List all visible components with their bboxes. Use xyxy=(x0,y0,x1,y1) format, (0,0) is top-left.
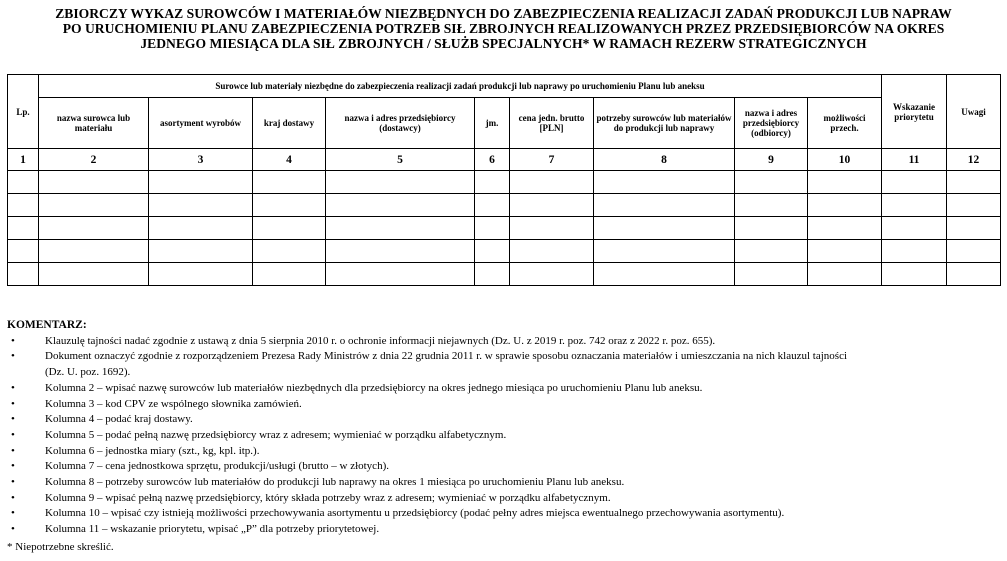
bullet-icon: • xyxy=(11,428,15,441)
list-item: • Kolumna 6 – jednostka miary (szt., kg, kpl. itp.). xyxy=(7,444,1002,460)
list-item: • Kolumna 8 – potrzeby surowców lub materiałów do produkcji lub naprawy na okres 1 miesiąca po uruchomieniu Planu lub aneksu. xyxy=(7,475,1002,491)
bullet-icon: • xyxy=(11,507,15,520)
table-row xyxy=(8,263,1001,286)
bullet-icon: • xyxy=(11,523,15,536)
table-row xyxy=(8,171,1001,194)
table-row xyxy=(8,217,1001,240)
col-number: 1 xyxy=(8,149,39,171)
list-item: • Kolumna 9 – wpisać pełną nazwę przedsiębiorcy, który składa potrzeby wraz z adresem; wymieniać w porządku alfabetycznym. xyxy=(7,491,1002,507)
bullet-icon: • xyxy=(11,334,15,347)
list-item: • Kolumna 4 – podać kraj dostawy. xyxy=(7,412,1002,428)
header-col-5: nazwa i adres przedsiębiorcy (dostawcy) xyxy=(326,98,475,149)
footnote: * Niepotrzebne skreślić. xyxy=(7,540,114,553)
col-number: 11 xyxy=(882,149,947,171)
col-number: 2 xyxy=(39,149,149,171)
list-item: • Dokument oznaczyć zgodnie z rozporządzeniem Prezesa Rady Ministrów z dnia 22 grudnia 2011 r. w sprawie sposobu oznaczania materiałów i umieszczania na nich klauzul tajności (Dz. U. poz. 1692). xyxy=(11,350,848,379)
bullet-icon: • xyxy=(11,491,15,504)
list-item: • Klauzulę tajności nadać zgodnie z ustawą z dnia 5 sierpnia 2010 r. o ochronie informacji niejawnych (Dz. U. z 2019 r. poz. 742 oraz z 2022 r. poz. 655). xyxy=(7,334,1002,350)
header-col-3: asortyment wyrobów xyxy=(149,98,253,149)
col-number: 9 xyxy=(735,149,808,171)
table-row xyxy=(8,194,1001,217)
list-item: • Kolumna 10 – wpisać czy istnieją możliwości przechowywania asortymentu u przedsiębiorcy (podać pełny adres miejsca ewentualnego przechowywania asortymentu). xyxy=(7,506,1002,522)
header-uwagi: Uwagi xyxy=(947,75,1001,149)
list-item: • Kolumna 5 – podać pełną nazwę przedsiębiorcy wraz z adresem; wymieniać w porządku alfabetycznym. xyxy=(7,428,1002,444)
column-numbers-row xyxy=(8,149,1001,171)
title-line-1: ZBIORCZY WYKAZ SUROWCÓW I MATERIAŁÓW NIEZBĘDNYCH DO ZABEZPIECZENIA REALIZACJI ZADAŃ PRODUKCJI LUB NAPRAW xyxy=(55,6,952,21)
header-group: Surowce lub materiały niezbędne do zabezpieczenia realizacji zadań produkcji lub naprawy po uruchomieniu Planu lub aneksu xyxy=(39,75,882,98)
col-number: 5 xyxy=(326,149,475,171)
bullet-icon: • xyxy=(11,444,15,457)
list-item: • Kolumna 2 – wpisać nazwę surowców lub materiałów niezbędnych dla przedsiębiorcy na okres jednego miesiąca po uruchomieniu Planu lub aneksu. xyxy=(7,381,1002,397)
bullet-icon: • xyxy=(11,381,15,394)
bullet-icon: • xyxy=(11,476,15,489)
col-number: 4 xyxy=(253,149,326,171)
header-col-4: kraj dostawy xyxy=(253,98,326,149)
col-number: 6 xyxy=(475,149,510,171)
list-item: • Kolumna 7 – cena jednostkowa sprzętu, produkcji/usługi (brutto – w złotych). xyxy=(7,459,1002,475)
header-col-7: cena jedn. brutto [PLN] xyxy=(510,98,594,149)
header-col-2: nazwa surowca lub materiału xyxy=(39,98,149,149)
header-col-6: jm. xyxy=(475,98,510,149)
title-line-2: PO URUCHOMIENIU PLANU ZABEZPIECZENIA POTRZEB SIŁ ZBROJNYCH REALIZOWANYCH PRZEZ PRZEDSIĘBIORCÓW NA OKRES xyxy=(62,21,945,36)
list-item: • Kolumna 11 – wskazanie priorytetu, wpisać „P” dla potrzeby priorytetowej. xyxy=(7,522,1002,538)
title-line-3: JEDNEGO MIESIĄCA DLA SIŁ ZBROJNYCH / SŁUŻB SPECJALNYCH* W RAMACH REZERW STRATEGICZNYCH xyxy=(140,36,867,51)
materials-table xyxy=(7,74,1001,286)
bullet-icon: • xyxy=(11,350,15,363)
comments-header: KOMENTARZ: xyxy=(7,319,87,331)
header-lp: Lp. xyxy=(8,75,39,149)
header-col-8: potrzeby surowców lub materiałów do produkcji lub naprawy xyxy=(594,98,735,149)
col-number: 3 xyxy=(149,149,253,171)
document-title xyxy=(0,6,1007,51)
col-number: 12 xyxy=(947,149,1001,171)
header-wskazanie: Wskazanie priorytetu xyxy=(882,75,947,149)
bullet-icon: • xyxy=(11,397,15,410)
bullet-icon: • xyxy=(11,413,15,426)
list-item: • Kolumna 3 – kod CPV ze wspólnego słownika zamówień. xyxy=(7,397,1002,413)
comments-section xyxy=(7,318,1002,556)
header-col-9: nazwa i adres przedsiębiorcy (odbiorcy) xyxy=(735,98,808,149)
col-number: 10 xyxy=(808,149,882,171)
table-row xyxy=(8,240,1001,263)
bullet-icon: • xyxy=(11,460,15,473)
header-col-10: możliwości przech. xyxy=(808,98,882,149)
col-number: 7 xyxy=(510,149,594,171)
col-number: 8 xyxy=(594,149,735,171)
